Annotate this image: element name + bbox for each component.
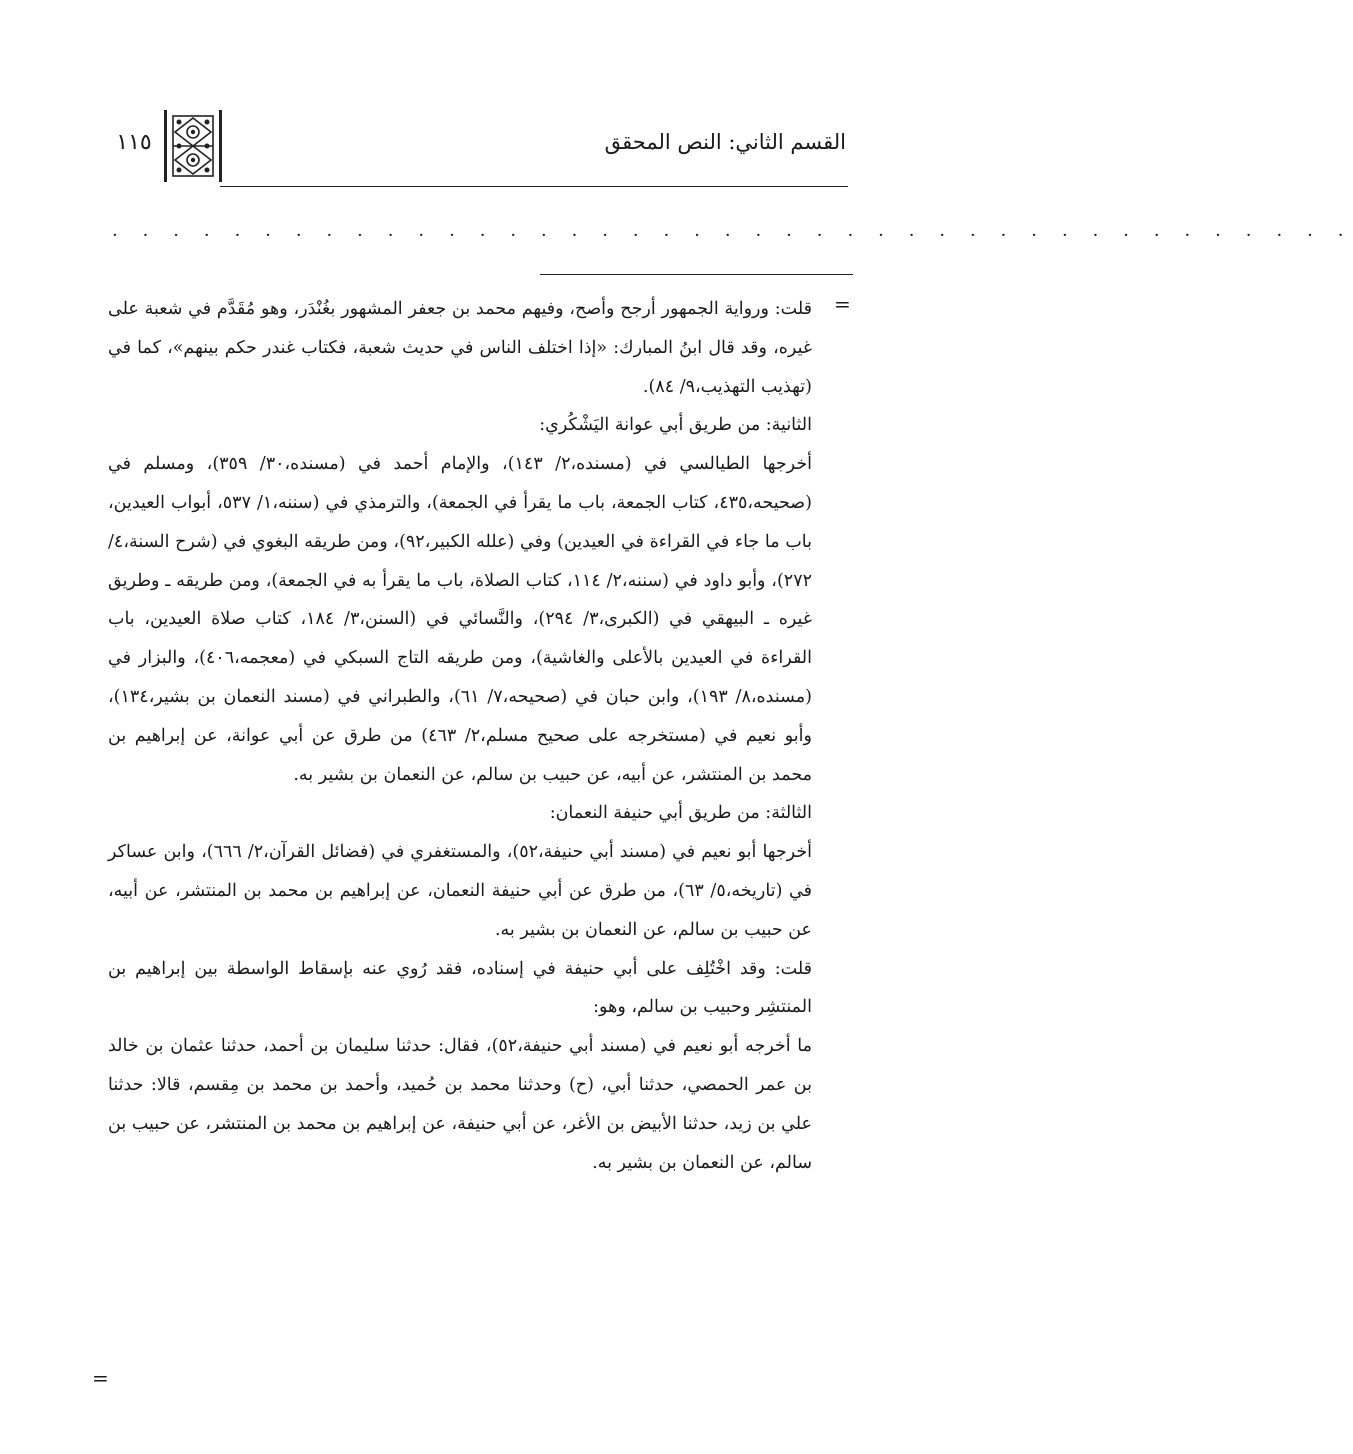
footnote-body: [108, 290, 812, 1182]
paragraph-note: قلت: ورواية الجمهور أرجح وأصح، وفيهم محمد بن جعفر المشهور بغُنْدَر، وهو مُقَدَّم في شعبة على غيره، وقد قال ابنُ المبارك: «إذا اختلف الناس في حديث شعبة، فكتاب غندر حكم بينهم»، كما في (تهذيب التهذيب،٩/ ٨٤).: [108, 299, 812, 397]
header-rule: [220, 186, 848, 187]
paragraph-heading-third: الثالثة: من طريق أبي حنيفة النعمان:: [549, 803, 812, 824]
paragraph-heading-second: الثانية: من طريق أبي عوانة اليَشْكُري:: [539, 415, 812, 436]
page-number: ١١٥: [116, 130, 152, 155]
ornament-icon: [164, 110, 222, 182]
continuation-mark-top: =: [834, 292, 851, 316]
paragraph-abu-nuaym-chain: ما أخرجه أبو نعيم في (مسند أبي حنيفة،٥٢)، فقال: حدثنا سليمان بن أحمد، حدثنا عثمان بن خالد بن عمر الحمصي، حدثنا أبي، (ح) وحدثنا محمد بن حُميد، وأحمد بن محمد بن مِقسم، قالا: حدثنا علي بن زيد، حدثنا الأبيض بن الأغر، عن أبي حنيفة، عن إبراهيم بن محمد بن المنتشر، عن حبيب بن سالم، عن النعمان بن بشير به.: [108, 1036, 812, 1173]
continuation-mark-bottom: =: [92, 1366, 109, 1390]
section-title: القسم الثاني: النص المحقق: [604, 130, 846, 154]
paragraph-note-abu-hanifa: قلت: وقد اخْتُلِف على أبي حنيفة في إسناده، فقد رُوي عنه بإسقاط الواسطة بين إبراهيم بن المنتشِر وحبيب بن سالم، وهو:: [108, 958, 812, 1018]
paragraph-third-sources: أخرجها أبو نعيم في (مسند أبي حنيفة،٥٢)، والمستغفري في (فضائل القرآن،٢/ ٦٦٦)، وابن عساكر في (تاريخه،٥/ ٦٣)، من طرق عن أبي حنيفة النعمان، عن إبراهيم بن محمد بن المنتشر، عن أبيه، عن حبيب بن سالم، عن النعمان بن بشير به.: [108, 842, 812, 940]
footnote-rule: [540, 274, 853, 275]
dotted-separator: · · · · · · · · · · · · · · · · · · · · · · · · · · · · · · · · · · · · · · · · ·: [112, 225, 1353, 246]
page-header: [108, 108, 848, 188]
paragraph-second-sources: أخرجها الطيالسي في (مسنده،٢/ ١٤٣)، والإمام أحمد في (مسنده،٣٠/ ٣٥٩)، ومسلم في (صحيحه،٤٣٥، كتاب الجمعة، باب ما يقرأ في الجمعة)، والترمذي في (سننه،١/ ٥٣٧، أبواب العيدين، باب ما جاء في القراءة في العيدين) وفي (علله الكبير،٩٢)، ومن طريقه البغوي في (شرح السنة،٤/ ٢٧٢)، وأبو داود في (سننه،٢/ ١١٤، كتاب الصلاة، باب ما يقرأ به في الجمعة)، ومن طريقه ـ وطريق غيره ـ البيهقي في (الكبرى،٣/ ٢٩٤)، والنَّسائي في (السنن،٣/ ١٨٤، كتاب صلاة العيدين، باب القراءة في العيدين بالأعلى والغاشية)، ومن طريقه التاج السبكي في (معجمه،٤٠٦)، والبزار في (مسنده،٨/ ١٩٣)، وابن حبان في (صحيحه،٧/ ٦١)، والطبراني في (مسند النعمان بن بشير،١٣٤)، وأبو نعيم في (مستخرجه على صحيح مسلم،٢/ ٤٦٣) من طرق عن أبي عوانة، عن إبراهيم بن محمد بن المنتشر، عن أبيه، عن حبيب بن سالم، عن النعمان بن بشير به.: [108, 454, 813, 785]
